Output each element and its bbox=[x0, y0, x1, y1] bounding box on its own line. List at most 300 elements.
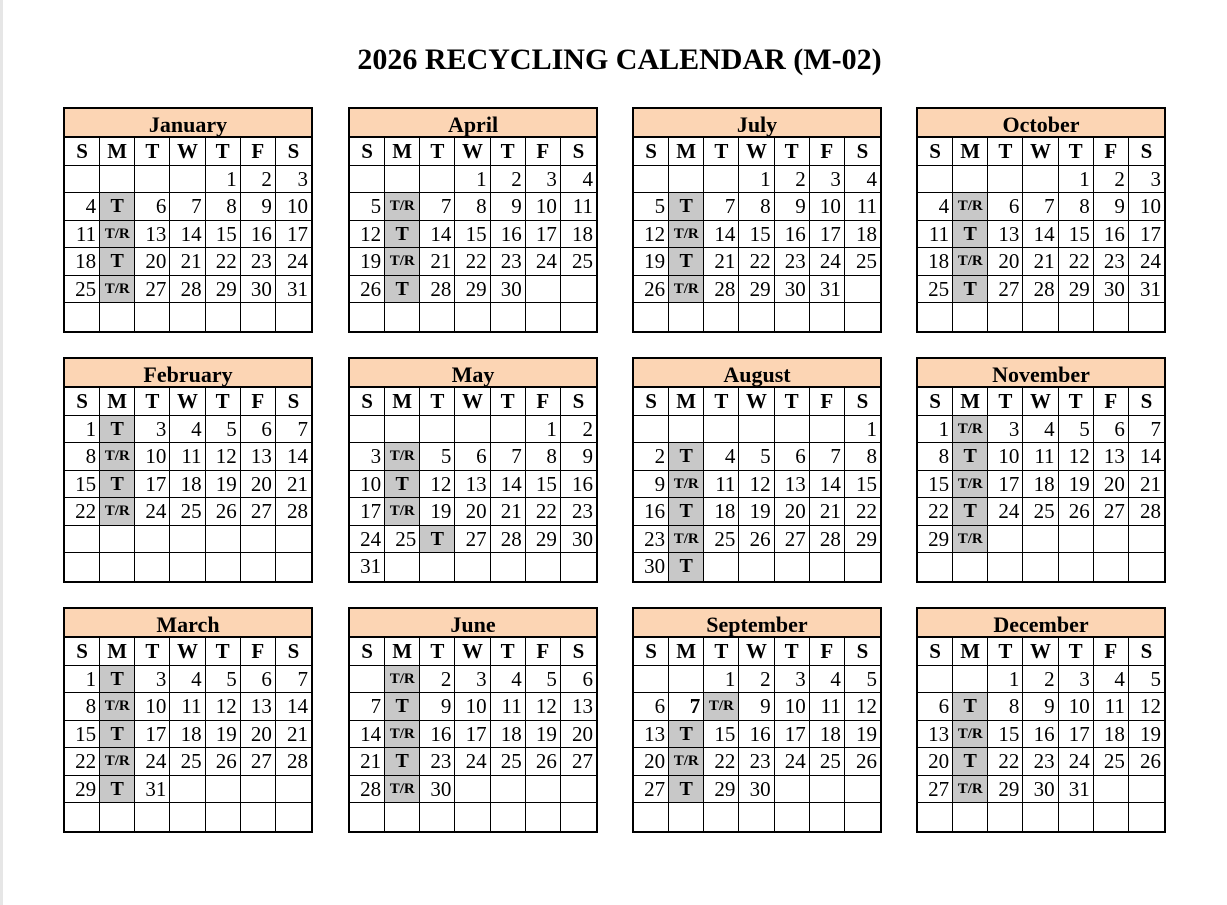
day-cell: 18 bbox=[561, 221, 596, 249]
day-cell: 27 bbox=[241, 748, 276, 776]
day-cell: 19 bbox=[206, 471, 241, 499]
month-days-grid bbox=[65, 138, 311, 331]
trash-recycling-pickup-day: T/R bbox=[669, 221, 704, 249]
day-cell: 18 bbox=[1023, 471, 1058, 499]
day-cell: 22 bbox=[65, 498, 100, 526]
empty-day bbox=[669, 166, 704, 194]
weekday-header: W bbox=[170, 388, 205, 416]
trash-recycling-pickup-day: T/R bbox=[953, 776, 988, 804]
day-cell: 11 bbox=[491, 693, 526, 721]
trash-recycling-pickup-day: T/R bbox=[385, 498, 420, 526]
day-cell: 12 bbox=[206, 443, 241, 471]
day-cell: 22 bbox=[988, 748, 1023, 776]
empty-day bbox=[704, 303, 739, 331]
day-cell: 20 bbox=[561, 721, 596, 749]
empty-day bbox=[491, 803, 526, 831]
month-october bbox=[916, 107, 1166, 333]
day-cell: 11 bbox=[170, 693, 205, 721]
day-cell: 20 bbox=[241, 721, 276, 749]
empty-day bbox=[1129, 553, 1164, 581]
trash-pickup-day: T bbox=[953, 443, 988, 471]
month-name: October bbox=[918, 109, 1164, 138]
empty-day bbox=[206, 803, 241, 831]
empty-day bbox=[953, 553, 988, 581]
trash-recycling-pickup-day: T/R bbox=[953, 193, 988, 221]
day-cell: 28 bbox=[420, 276, 455, 304]
empty-day bbox=[988, 553, 1023, 581]
weekday-header: S bbox=[918, 138, 953, 166]
day-cell: 1 bbox=[918, 416, 953, 444]
day-cell: 15 bbox=[206, 221, 241, 249]
trash-pickup-day: T bbox=[669, 721, 704, 749]
trash-pickup-day: T bbox=[385, 276, 420, 304]
day-cell: 30 bbox=[775, 276, 810, 304]
empty-day bbox=[276, 303, 311, 331]
day-cell: 25 bbox=[170, 748, 205, 776]
weekday-header: W bbox=[1023, 388, 1058, 416]
empty-day bbox=[845, 276, 880, 304]
day-cell: 9 bbox=[241, 193, 276, 221]
empty-day bbox=[135, 303, 170, 331]
trash-recycling-pickup-day: T/R bbox=[669, 748, 704, 776]
empty-day bbox=[775, 803, 810, 831]
day-cell: 23 bbox=[634, 526, 669, 554]
empty-day bbox=[810, 303, 845, 331]
day-cell: 4 bbox=[65, 193, 100, 221]
day-cell: 10 bbox=[135, 693, 170, 721]
empty-day bbox=[385, 303, 420, 331]
empty-day bbox=[350, 416, 385, 444]
trash-pickup-day: T bbox=[953, 693, 988, 721]
weekday-header: S bbox=[634, 638, 669, 666]
day-cell: 8 bbox=[526, 443, 561, 471]
day-cell: 17 bbox=[526, 221, 561, 249]
day-cell: 9 bbox=[491, 193, 526, 221]
trash-pickup-day: T bbox=[100, 776, 135, 804]
weekday-header: T bbox=[988, 638, 1023, 666]
weekday-header: T bbox=[1059, 138, 1094, 166]
weekday-header: F bbox=[241, 638, 276, 666]
empty-day bbox=[241, 526, 276, 554]
weekday-header: M bbox=[100, 388, 135, 416]
weekday-header: S bbox=[276, 638, 311, 666]
day-cell: 17 bbox=[276, 221, 311, 249]
month-days-grid bbox=[350, 138, 596, 331]
trash-recycling-pickup-day: T/R bbox=[669, 526, 704, 554]
weekday-header: W bbox=[455, 638, 490, 666]
weekday-header: S bbox=[1129, 638, 1164, 666]
day-cell: 28 bbox=[1023, 276, 1058, 304]
empty-day bbox=[420, 803, 455, 831]
day-cell: 18 bbox=[845, 221, 880, 249]
day-cell: 20 bbox=[241, 471, 276, 499]
day-cell: 5 bbox=[420, 443, 455, 471]
day-cell: 15 bbox=[65, 471, 100, 499]
day-cell: 6 bbox=[241, 666, 276, 694]
day-cell: 1 bbox=[988, 666, 1023, 694]
empty-day bbox=[739, 803, 774, 831]
empty-day bbox=[1023, 303, 1058, 331]
day-cell: 12 bbox=[739, 471, 774, 499]
day-cell: 24 bbox=[135, 748, 170, 776]
empty-day bbox=[276, 553, 311, 581]
month-name: September bbox=[634, 609, 880, 638]
day-cell: 19 bbox=[739, 498, 774, 526]
day-cell: 8 bbox=[988, 693, 1023, 721]
day-cell: 28 bbox=[170, 276, 205, 304]
day-cell: 5 bbox=[1059, 416, 1094, 444]
day-cell: 4 bbox=[918, 193, 953, 221]
weekday-header: S bbox=[1129, 388, 1164, 416]
day-cell: 25 bbox=[810, 748, 845, 776]
day-cell: 17 bbox=[135, 721, 170, 749]
day-cell: 13 bbox=[775, 471, 810, 499]
day-cell: 13 bbox=[561, 693, 596, 721]
empty-day bbox=[988, 303, 1023, 331]
empty-day bbox=[170, 776, 205, 804]
trash-pickup-day: T bbox=[669, 248, 704, 276]
empty-day bbox=[953, 666, 988, 694]
weekday-header: T bbox=[206, 638, 241, 666]
day-cell: 25 bbox=[170, 498, 205, 526]
weekday-header: S bbox=[350, 138, 385, 166]
day-cell: 27 bbox=[775, 526, 810, 554]
weekday-header: W bbox=[455, 388, 490, 416]
trash-recycling-pickup-day: T/R bbox=[704, 693, 739, 721]
empty-day bbox=[845, 803, 880, 831]
day-cell: 3 bbox=[1129, 166, 1164, 194]
empty-day bbox=[526, 276, 561, 304]
day-cell: 24 bbox=[350, 526, 385, 554]
day-cell: 21 bbox=[704, 248, 739, 276]
empty-day bbox=[953, 803, 988, 831]
empty-day bbox=[561, 776, 596, 804]
day-cell: 13 bbox=[241, 443, 276, 471]
empty-day bbox=[918, 666, 953, 694]
trash-recycling-pickup-day: T/R bbox=[669, 471, 704, 499]
trash-recycling-pickup-day: T/R bbox=[100, 443, 135, 471]
empty-day bbox=[420, 416, 455, 444]
day-cell: 24 bbox=[135, 498, 170, 526]
day-cell: 2 bbox=[420, 666, 455, 694]
day-cell: 11 bbox=[845, 193, 880, 221]
trash-pickup-day: T bbox=[100, 721, 135, 749]
weekday-header: W bbox=[455, 138, 490, 166]
trash-pickup-day: T bbox=[669, 498, 704, 526]
day-cell: 1 bbox=[1059, 166, 1094, 194]
empty-day bbox=[561, 553, 596, 581]
day-cell: 25 bbox=[704, 526, 739, 554]
day-cell: 30 bbox=[561, 526, 596, 554]
trash-pickup-day: T bbox=[953, 276, 988, 304]
empty-day bbox=[100, 526, 135, 554]
day-cell: 16 bbox=[739, 721, 774, 749]
day-cell: 16 bbox=[420, 721, 455, 749]
day-cell: 11 bbox=[1094, 693, 1129, 721]
trash-pickup-day: T bbox=[100, 248, 135, 276]
empty-day bbox=[1059, 803, 1094, 831]
day-cell: 12 bbox=[206, 693, 241, 721]
day-cell: 7 bbox=[1023, 193, 1058, 221]
empty-day bbox=[241, 776, 276, 804]
empty-day bbox=[206, 526, 241, 554]
month-name: June bbox=[350, 609, 596, 638]
month-days-grid bbox=[918, 388, 1164, 581]
empty-day bbox=[241, 553, 276, 581]
day-cell: 14 bbox=[491, 471, 526, 499]
weekday-header: S bbox=[65, 388, 100, 416]
empty-day bbox=[1094, 526, 1129, 554]
weekday-header: S bbox=[350, 388, 385, 416]
empty-day bbox=[385, 166, 420, 194]
day-cell: 1 bbox=[704, 666, 739, 694]
empty-day bbox=[491, 776, 526, 804]
weekday-header: T bbox=[420, 638, 455, 666]
day-cell: 30 bbox=[491, 276, 526, 304]
weekday-header: M bbox=[100, 638, 135, 666]
trash-recycling-pickup-day: T/R bbox=[385, 443, 420, 471]
day-cell: 24 bbox=[775, 748, 810, 776]
trash-recycling-pickup-day: T/R bbox=[100, 748, 135, 776]
trash-recycling-pickup-day: T/R bbox=[385, 193, 420, 221]
day-cell: 8 bbox=[455, 193, 490, 221]
day-cell: 25 bbox=[491, 748, 526, 776]
empty-day bbox=[634, 166, 669, 194]
day-cell: 26 bbox=[634, 276, 669, 304]
day-cell: 20 bbox=[918, 748, 953, 776]
empty-day bbox=[206, 553, 241, 581]
day-cell: 28 bbox=[276, 748, 311, 776]
day-cell: 23 bbox=[491, 248, 526, 276]
day-cell: 13 bbox=[135, 221, 170, 249]
weekday-header: T bbox=[988, 388, 1023, 416]
empty-day bbox=[135, 166, 170, 194]
empty-day bbox=[1023, 166, 1058, 194]
empty-day bbox=[455, 303, 490, 331]
empty-day bbox=[135, 803, 170, 831]
day-cell: 25 bbox=[918, 276, 953, 304]
day-cell: 4 bbox=[170, 666, 205, 694]
day-cell: 23 bbox=[561, 498, 596, 526]
day-cell: 19 bbox=[526, 721, 561, 749]
trash-recycling-pickup-day: T/R bbox=[385, 721, 420, 749]
day-cell: 26 bbox=[350, 276, 385, 304]
empty-day bbox=[241, 303, 276, 331]
trash-recycling-pickup-day: T/R bbox=[100, 498, 135, 526]
day-cell: 22 bbox=[455, 248, 490, 276]
empty-day bbox=[739, 553, 774, 581]
empty-day bbox=[1023, 553, 1058, 581]
day-cell: 25 bbox=[65, 276, 100, 304]
empty-day bbox=[561, 803, 596, 831]
day-cell: 14 bbox=[276, 443, 311, 471]
day-cell: 30 bbox=[420, 776, 455, 804]
day-cell: 9 bbox=[1023, 693, 1058, 721]
day-cell: 17 bbox=[810, 221, 845, 249]
empty-day bbox=[918, 166, 953, 194]
day-cell: 17 bbox=[455, 721, 490, 749]
empty-day bbox=[810, 803, 845, 831]
empty-day bbox=[1059, 303, 1094, 331]
day-cell: 29 bbox=[918, 526, 953, 554]
weekday-header: S bbox=[918, 638, 953, 666]
trash-recycling-pickup-day: T/R bbox=[385, 666, 420, 694]
day-cell: 17 bbox=[775, 721, 810, 749]
trash-recycling-pickup-day: T/R bbox=[669, 276, 704, 304]
day-cell: 25 bbox=[845, 248, 880, 276]
empty-day bbox=[276, 803, 311, 831]
day-cell: 27 bbox=[455, 526, 490, 554]
day-cell: 2 bbox=[634, 443, 669, 471]
day-cell: 27 bbox=[1094, 498, 1129, 526]
day-cell: 16 bbox=[634, 498, 669, 526]
day-cell: 13 bbox=[455, 471, 490, 499]
day-cell: 29 bbox=[1059, 276, 1094, 304]
empty-day bbox=[810, 553, 845, 581]
page-title: 2026 RECYCLING CALENDAR (M-02) bbox=[357, 43, 882, 76]
day-cell: 15 bbox=[845, 471, 880, 499]
day-cell: 14 bbox=[810, 471, 845, 499]
day-cell: 21 bbox=[810, 498, 845, 526]
empty-day bbox=[988, 166, 1023, 194]
day-cell: 18 bbox=[1094, 721, 1129, 749]
empty-day bbox=[918, 303, 953, 331]
weekday-header: S bbox=[845, 388, 880, 416]
day-cell: 1 bbox=[739, 166, 774, 194]
day-cell: 1 bbox=[455, 166, 490, 194]
day-cell: 3 bbox=[810, 166, 845, 194]
day-cell: 12 bbox=[350, 221, 385, 249]
day-cell: 16 bbox=[491, 221, 526, 249]
weekday-header: F bbox=[810, 388, 845, 416]
empty-day bbox=[775, 776, 810, 804]
weekday-header: S bbox=[634, 138, 669, 166]
weekday-header: S bbox=[276, 388, 311, 416]
day-cell: 1 bbox=[526, 416, 561, 444]
day-cell: 1 bbox=[65, 666, 100, 694]
day-cell: 18 bbox=[810, 721, 845, 749]
day-cell: 31 bbox=[810, 276, 845, 304]
day-cell: 27 bbox=[634, 776, 669, 804]
empty-day bbox=[1129, 526, 1164, 554]
day-cell: 13 bbox=[1094, 443, 1129, 471]
day-cell: 13 bbox=[634, 721, 669, 749]
trash-pickup-day: T bbox=[953, 498, 988, 526]
empty-day bbox=[634, 803, 669, 831]
day-cell: 11 bbox=[704, 471, 739, 499]
empty-day bbox=[1129, 803, 1164, 831]
weekday-header: M bbox=[100, 138, 135, 166]
trash-recycling-pickup-day: T/R bbox=[100, 276, 135, 304]
empty-day bbox=[918, 803, 953, 831]
empty-day bbox=[1094, 303, 1129, 331]
weekday-header: T bbox=[1059, 388, 1094, 416]
empty-day bbox=[100, 303, 135, 331]
day-cell: 22 bbox=[65, 748, 100, 776]
day-cell: 19 bbox=[206, 721, 241, 749]
day-cell: 6 bbox=[775, 443, 810, 471]
weekday-header: F bbox=[526, 638, 561, 666]
empty-day bbox=[170, 803, 205, 831]
empty-day bbox=[65, 803, 100, 831]
day-cell: 4 bbox=[491, 666, 526, 694]
empty-day bbox=[420, 553, 455, 581]
day-cell: 10 bbox=[810, 193, 845, 221]
day-cell: 24 bbox=[810, 248, 845, 276]
day-cell: 3 bbox=[455, 666, 490, 694]
trash-pickup-day: T bbox=[385, 471, 420, 499]
weekday-header: W bbox=[170, 638, 205, 666]
month-days-grid bbox=[350, 638, 596, 831]
empty-day bbox=[953, 303, 988, 331]
day-cell: 8 bbox=[65, 693, 100, 721]
weekday-header: S bbox=[845, 138, 880, 166]
day-cell: 11 bbox=[65, 221, 100, 249]
weekday-header: T bbox=[775, 638, 810, 666]
day-cell: 1 bbox=[206, 166, 241, 194]
empty-day bbox=[634, 303, 669, 331]
day-cell: 7 bbox=[276, 416, 311, 444]
day-cell: 9 bbox=[1094, 193, 1129, 221]
day-cell: 21 bbox=[276, 721, 311, 749]
empty-day bbox=[491, 416, 526, 444]
day-cell: 26 bbox=[1129, 748, 1164, 776]
trash-pickup-day: T bbox=[385, 221, 420, 249]
empty-day bbox=[669, 803, 704, 831]
day-cell: 19 bbox=[634, 248, 669, 276]
empty-day bbox=[561, 303, 596, 331]
day-cell: 20 bbox=[1094, 471, 1129, 499]
trash-pickup-day: T bbox=[669, 553, 704, 581]
day-cell: 3 bbox=[526, 166, 561, 194]
day-cell: 18 bbox=[65, 248, 100, 276]
day-cell: 11 bbox=[1023, 443, 1058, 471]
day-cell: 5 bbox=[206, 416, 241, 444]
empty-day bbox=[526, 776, 561, 804]
month-december bbox=[916, 607, 1166, 833]
day-cell: 5 bbox=[350, 193, 385, 221]
day-cell: 12 bbox=[1059, 443, 1094, 471]
empty-day bbox=[65, 526, 100, 554]
day-cell: 4 bbox=[704, 443, 739, 471]
day-cell: 18 bbox=[918, 248, 953, 276]
weekday-header: S bbox=[561, 388, 596, 416]
day-cell: 23 bbox=[420, 748, 455, 776]
day-cell: 29 bbox=[526, 526, 561, 554]
empty-day bbox=[561, 276, 596, 304]
day-cell: 25 bbox=[385, 526, 420, 554]
weekday-header: F bbox=[526, 388, 561, 416]
weekday-header: M bbox=[953, 388, 988, 416]
day-cell: 6 bbox=[918, 693, 953, 721]
weekday-header: M bbox=[953, 638, 988, 666]
empty-day bbox=[65, 166, 100, 194]
day-cell: 17 bbox=[1059, 721, 1094, 749]
empty-day bbox=[988, 526, 1023, 554]
empty-day bbox=[739, 303, 774, 331]
day-cell: 28 bbox=[276, 498, 311, 526]
day-cell: 30 bbox=[634, 553, 669, 581]
day-cell: 2 bbox=[1023, 666, 1058, 694]
month-july bbox=[632, 107, 882, 333]
trash-pickup-day: T bbox=[385, 693, 420, 721]
day-cell: 21 bbox=[420, 248, 455, 276]
day-cell: 7 bbox=[276, 666, 311, 694]
day-cell: 8 bbox=[918, 443, 953, 471]
day-cell: 19 bbox=[1129, 721, 1164, 749]
day-cell: 12 bbox=[1129, 693, 1164, 721]
month-march bbox=[63, 607, 313, 833]
